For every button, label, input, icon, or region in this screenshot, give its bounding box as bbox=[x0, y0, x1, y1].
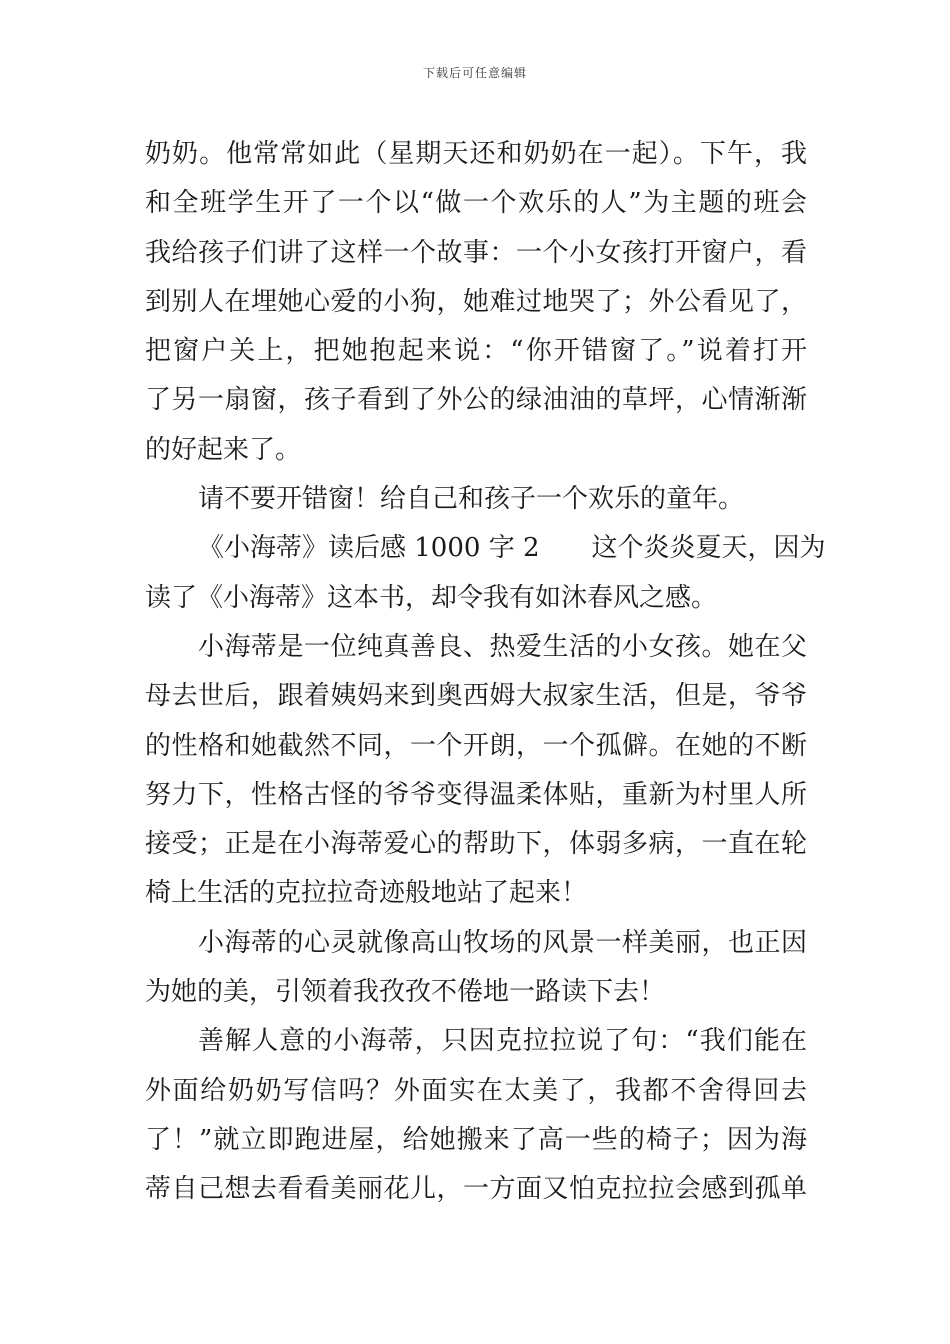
text-line: 请不要开错窗！给自己和孩子一个欢乐的童年。 bbox=[198, 484, 745, 515]
text-line: 的性格和她截然不同，一个开朗，一个孤僻。在她的不断 bbox=[145, 730, 807, 761]
text-line: 把窗户关上，把她抱起来说：“你开错窗了。”说着打开 bbox=[145, 336, 807, 367]
text-line: 为她的美，引领着我孜孜不倦地一路读下去！ bbox=[145, 977, 666, 1008]
text-line: 善解人意的小海蒂，只因克拉拉说了句：“我们能在 bbox=[198, 1026, 807, 1057]
text-line: 椅上生活的克拉拉奇迹般地站了起来！ bbox=[145, 878, 588, 909]
text-line: 到别人在埋她心爱的小狗，她难过地哭了；外公看见了， bbox=[145, 286, 807, 317]
text-line: 《小海蒂》读后感 1000 字 2 这个炎炎夏天，因为 bbox=[198, 533, 826, 564]
text-line: 努力下，性格古怪的爷爷变得温柔体贴，重新为村里人所 bbox=[145, 779, 807, 810]
document-body bbox=[145, 130, 826, 1215]
text-line: 外面给奶奶写信吗？外面实在太美了，我都不舍得回去 bbox=[145, 1075, 807, 1106]
text-line: 了！”就立即跑进屋，给她搬来了高一些的椅子；因为海 bbox=[145, 1124, 807, 1155]
text-line: 的好起来了。 bbox=[145, 434, 302, 465]
text-line: 奶奶。他常常如此（星期天还和奶奶在一起）。下午，我 bbox=[145, 139, 807, 169]
text-line: 和全班学生开了一个以“做一个欢乐的人”为主题的班会 bbox=[145, 188, 807, 219]
text-line: 读了《小海蒂》这本书，却令我有如沐春风之感。 bbox=[145, 582, 718, 613]
text-line: 蒂自己想去看看美丽花儿，一方面又怕克拉拉会感到孤单 bbox=[145, 1174, 807, 1205]
text-line: 小海蒂是一位纯真善良、热爱生活的小女孩。她在父 bbox=[198, 631, 807, 662]
text-line: 小海蒂的心灵就像高山牧场的风景一样美丽，也正因 bbox=[198, 927, 807, 958]
page-header: 下载后可任意编辑 bbox=[422, 66, 527, 80]
text-line: 接受；正是在小海蒂爱心的帮助下，体弱多病，一直在轮 bbox=[145, 829, 807, 860]
text-line: 了另一扇窗，孩子看到了外公的绿油油的草坪，心情渐渐 bbox=[145, 385, 807, 416]
text-line: 母去世后，跟着姨妈来到奥西姆大叔家生活，但是，爷爷 bbox=[145, 681, 807, 712]
text-line: 我给孩子们讲了这样一个故事：一个小女孩打开窗户，看 bbox=[145, 237, 807, 268]
